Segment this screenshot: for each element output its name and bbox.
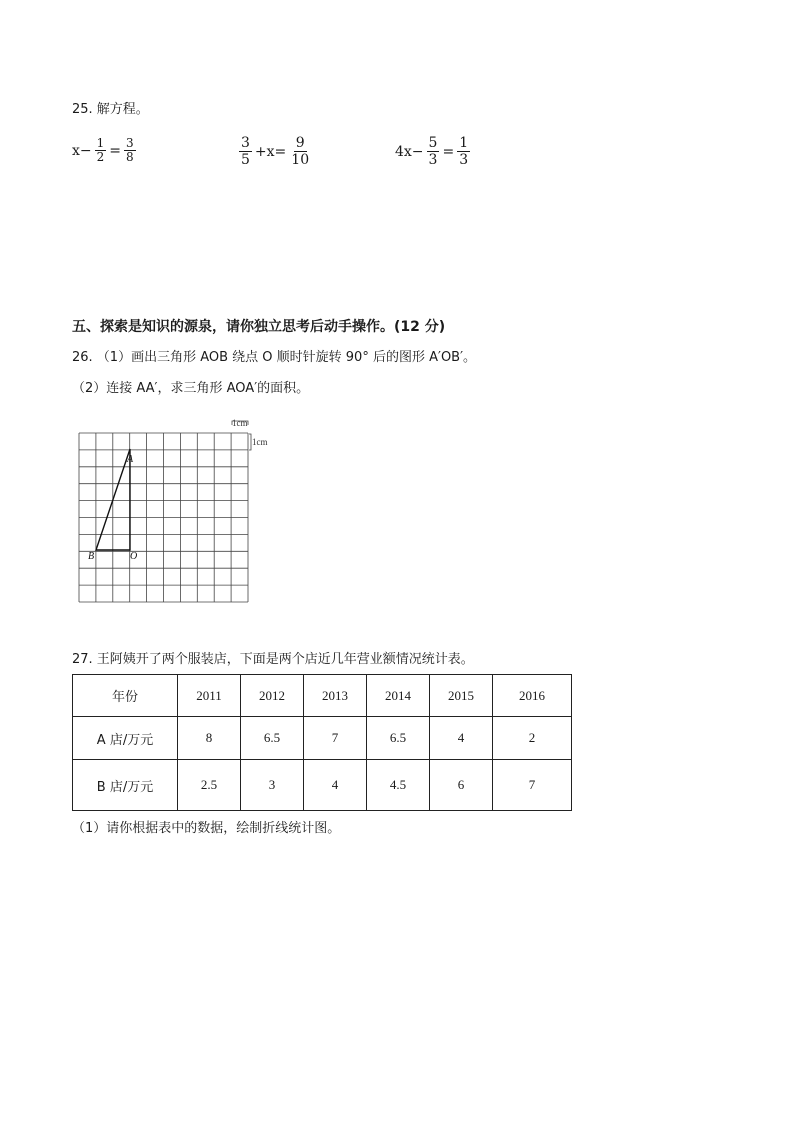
eq1-f2-denominator: 8	[126, 150, 134, 164]
eq2-middle: +x=	[254, 143, 287, 160]
q27-part1: （1）请你根据表中的数据，绘制折线统计图。	[72, 821, 341, 836]
eq2-fraction-right	[289, 135, 311, 168]
table-cell: 7	[304, 717, 367, 760]
section-5-heading: 五、探索是知识的源泉，请你独立思考后动手操作。(12 分)	[72, 319, 446, 335]
eq1-equals: =	[109, 142, 122, 159]
eq2-f2-numerator: 9	[295, 135, 305, 151]
eq2-f2-denominator: 10	[291, 152, 310, 168]
eq1-f2-numerator: 3	[126, 136, 134, 150]
table-row-store-a	[73, 717, 572, 760]
scale-label-horizontal: 1cm	[232, 418, 248, 428]
table-header-row	[73, 675, 572, 717]
table-row-store-b	[73, 760, 572, 811]
table-cell: 4	[430, 717, 493, 760]
eq1-fraction-left	[95, 137, 107, 164]
eq3-fraction-right	[457, 135, 470, 168]
table-header-cell: 2014	[367, 675, 430, 717]
grid-figure	[70, 415, 290, 610]
eq1-lhs: x−	[72, 142, 92, 159]
eq3-equals: =	[442, 143, 455, 160]
eq3-fraction-left	[427, 135, 440, 168]
table-cell: 6.5	[241, 717, 304, 760]
eq2-f1-denominator: 5	[241, 152, 250, 168]
scale-bracket-vertical	[249, 434, 251, 450]
table-header-cell: 2012	[241, 675, 304, 717]
scale-label-vertical: 1cm	[252, 437, 268, 447]
table-cell: 2.5	[178, 760, 241, 811]
eq1-f1-denominator: 2	[96, 150, 105, 164]
point-o-label: O	[130, 551, 138, 562]
table-cell: 3	[241, 760, 304, 811]
eq3-f2-denominator: 3	[459, 152, 469, 168]
q25-title: 25. 解方程。	[72, 102, 149, 117]
table-cell: A 店/万元	[73, 717, 178, 760]
table-cell: 7	[493, 760, 572, 811]
table-header-cell: 2016	[493, 675, 572, 717]
table-header-cell: 2011	[178, 675, 241, 717]
equation-3	[395, 135, 471, 168]
table-cell: B 店/万元	[73, 760, 178, 811]
q27-intro: 27. 王阿姨开了两个服装店，下面是两个店近几年营业额情况统计表。	[72, 652, 474, 667]
eq1-f1-numerator: 1	[96, 136, 105, 150]
equation-1	[72, 137, 137, 164]
table-cell: 8	[178, 717, 241, 760]
revenue-table	[72, 674, 572, 811]
point-b-label: B	[88, 551, 95, 562]
eq3-lhs: 4x−	[395, 143, 424, 160]
table-cell: 6	[430, 760, 493, 811]
table-cell: 4	[304, 760, 367, 811]
rotation-grid	[70, 415, 290, 610]
table-header-cell: 2015	[430, 675, 493, 717]
q26-part2: （2）连接 AA′，求三角形 AOA′的面积。	[72, 381, 310, 396]
eq3-f1-denominator: 3	[428, 152, 438, 168]
table-cell: 6.5	[367, 717, 430, 760]
eq3-f2-numerator: 1	[459, 135, 469, 151]
point-a-label: A	[127, 454, 134, 465]
equation-2	[238, 135, 312, 168]
eq2-f1-numerator: 3	[241, 135, 250, 151]
eq1-fraction-right	[124, 137, 136, 164]
eq3-f1-numerator: 5	[428, 135, 438, 151]
table-cell: 4.5	[367, 760, 430, 811]
table-header-cell: 年份	[73, 675, 178, 717]
grid-lines	[79, 433, 248, 602]
table-header-cell: 2013	[304, 675, 367, 717]
eq2-fraction-left	[239, 135, 252, 168]
table-cell: 2	[493, 717, 572, 760]
q26-part1: 26. （1）画出三角形 AOB 绕点 O 顺时针旋转 90° 后的图形 A′OB′。	[72, 350, 477, 365]
